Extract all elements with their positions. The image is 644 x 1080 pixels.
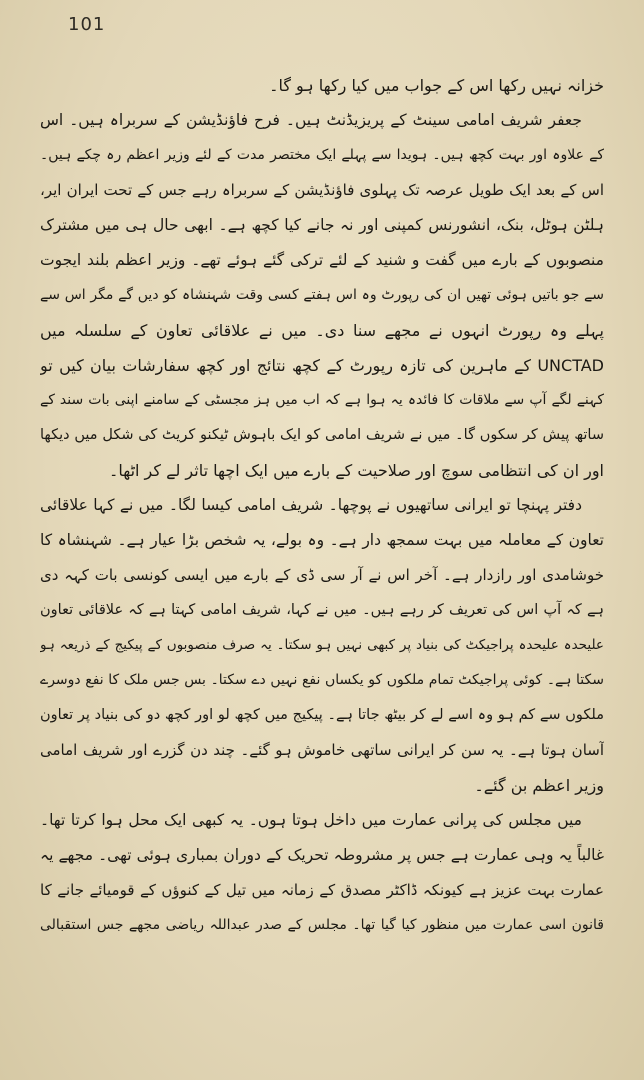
text-line: سے جو باتیں ہوئی تھیں ان کی رپورٹ وہ اس ہفتے کسی وقت شہنشاہ کو دیں گے مگر اس سے bbox=[40, 287, 604, 303]
text-line: علیحدہ علیحدہ پراجیکٹ کی بنیاد پر کبھی نہیں ہو سکتا۔ یہ صرف منصوبوں کے پیکیج کے ذریعہ ہو bbox=[40, 637, 604, 653]
text-line: جعفر شریف امامی سینٹ کے پریزیڈنٹ ہیں۔ فرح فاؤنڈیشن کے سربراہ ہیں۔ اس bbox=[40, 111, 582, 129]
text-line: اس کے بعد ایک طویل عرصہ تک پہلوی فاؤنڈیشن کے سربراہ رہے جس کے تحت ایران ایر، bbox=[40, 181, 604, 199]
text-line: عمارت بہت عزیز ہے کیونکہ ڈاکٹر مصدق کے زمانہ میں تیل کے کنوؤں کے قومیائے جانے کا bbox=[40, 881, 604, 899]
text-line: میں مجلس کی پرانی عمارت میں داخل ہوتا ہوں۔ یہ کبھی ایک محل ہوا کرتا تھا۔ bbox=[40, 811, 582, 829]
text-line: ہے کہ آپ اس کی تعریف کر رہے ہیں۔ میں نے کہا، شریف امامی کہتا ہے کہ علاقائی تعاون bbox=[40, 602, 604, 618]
text-line: اور ان کی انتظامی سوچ اور صلاحیت کے بارے میں ایک اچھا تاثر لے کر اٹھا۔ bbox=[108, 461, 604, 480]
text-line: غالباً یہ وہی عمارت ہے جس پر مشروطہ تحریک کے دوران بمباری ہوئی تھی۔ مجھے یہ bbox=[40, 846, 604, 864]
text-line: UNCTAD کے ماہرین کی تازہ رپورٹ کے کچھ نتائج اور کچھ سفارشات بیان کیں تو bbox=[40, 356, 604, 375]
text-line: آسان ہوتا ہے۔ یہ سن کر ایرانی ساتھی خاموش ہو گئے۔ چند دن گزرے اور شریف امامی bbox=[40, 741, 604, 759]
text-line: تعاون کے معاملہ میں بہت سمجھ دار ہے۔ وہ بولے، یہ شخص بڑا عیار ہے۔ شہنشاہ کا bbox=[40, 531, 604, 549]
text-line: کہنے لگے آپ سے ملاقات کا فائدہ یہ ہوا ہے کہ اب میں ہز مجسٹی کے سامنے اپنی بات سند کے bbox=[40, 392, 604, 408]
body-text bbox=[40, 68, 604, 1066]
text-line: منصوبوں کے بارے میں گفت و شنید کے لئے ترکی گئے ہوئے تھے۔ وزیر اعظم بلند ایجوت bbox=[40, 251, 604, 269]
text-line: ہلٹن ہوٹل، بنک، انشورنس کمپنی اور نہ جانے کیا کچھ ہے۔ ابھی حال ہی میں مشترک bbox=[40, 216, 604, 234]
text-line: کے علاوہ اور بہت کچھ ہیں۔ ہویدا سے پہلے ایک مختصر مدت کے لئے وزیر اعظم رہ چکے ہیں۔ bbox=[40, 147, 604, 163]
text-line: خزانہ نہیں رکھا اس کے جواب میں کیا رکھا ہو گا۔ bbox=[269, 76, 604, 95]
text-line: پہلے وہ رپورٹ انہوں نے مجھے سنا دی۔ میں نے علاقائی تعاون کے سلسلہ میں bbox=[40, 321, 604, 340]
text-line: قانون اسی عمارت میں منظور کیا گیا تھا۔ مجلس کے صدر عبداللہ ریاضی مجھے جس استقبالی bbox=[40, 917, 604, 933]
text-line: سکتا ہے۔ کوئی پراجیکٹ تمام ملکوں کو یکساں نفع نہیں دے سکتا۔ بس جس ملک کا نفع دوسرے bbox=[40, 672, 604, 688]
text-line: ساتھ پیش کر سکوں گا۔ میں نے شریف امامی کو ایک باہوش ٹیکنو کریٹ کی شکل میں دیکھا bbox=[40, 427, 604, 443]
text-line: دفتر پہنچا تو ایرانی ساتھیوں نے پوچھا۔ شریف امامی کیسا لگا۔ میں نے کہا علاقائی bbox=[40, 496, 582, 514]
text-line: خوشامدی اور رازدار ہے۔ آخر اس نے آر سی ڈی کے بارے میں ایسی کونسی بات کہہ دی bbox=[40, 566, 604, 584]
page-number: 101 bbox=[68, 14, 106, 35]
text-line: وزیر اعظم بن گئے۔ bbox=[474, 776, 604, 795]
text-line: ملکوں سے کم ہو وہ اسے لے کر بیٹھ جاتا ہے۔ پیکیج میں کچھ لو اور کچھ دو کی بنیاد پر تعاون bbox=[40, 707, 604, 723]
